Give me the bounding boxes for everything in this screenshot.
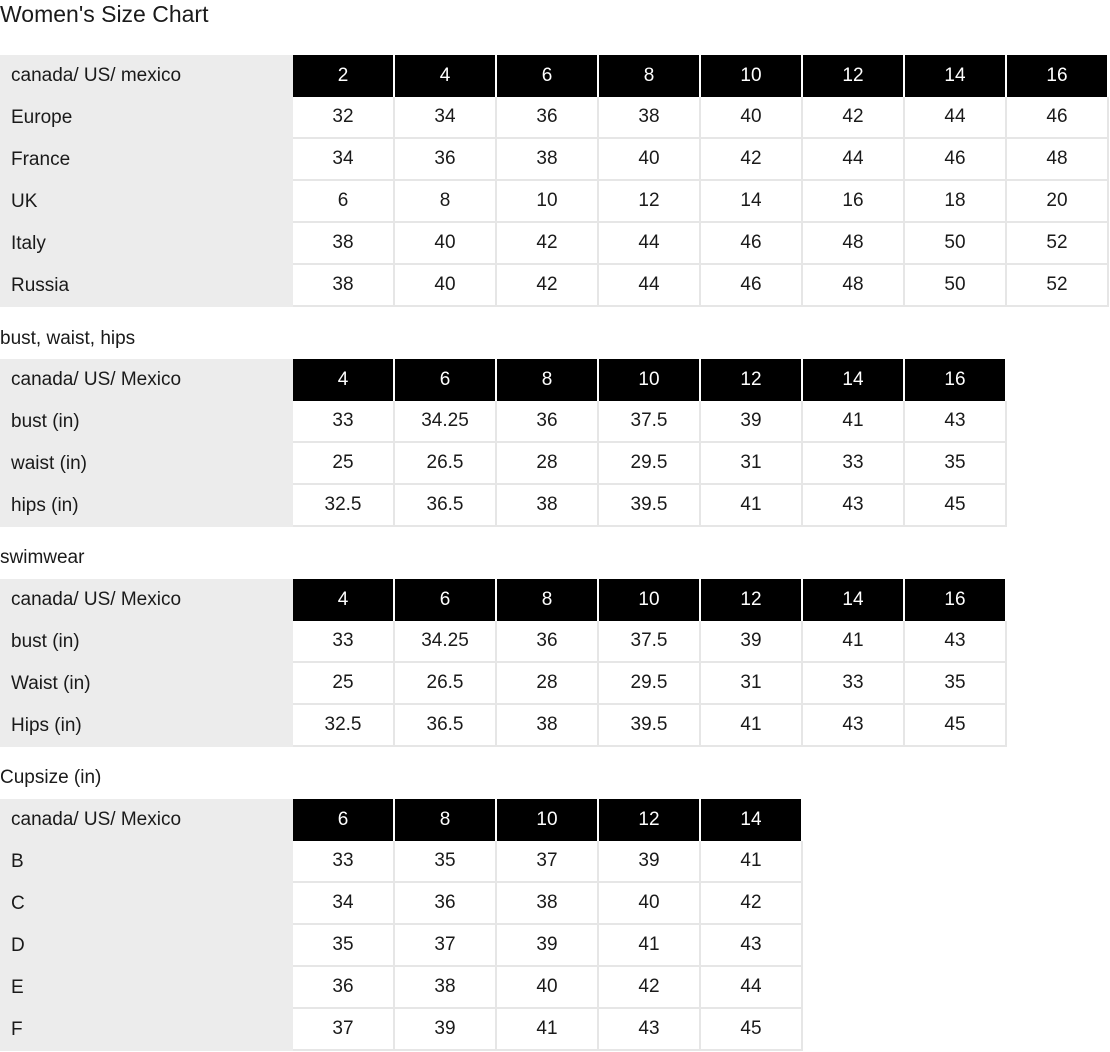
table-cell: 36 bbox=[497, 621, 599, 663]
row-label: E bbox=[0, 967, 293, 1009]
table-cell: 43 bbox=[599, 1009, 701, 1051]
size-header-cell: 14 bbox=[905, 55, 1007, 97]
row-label: waist (in) bbox=[0, 443, 293, 485]
table-cell: 40 bbox=[599, 883, 701, 925]
table-cell: 40 bbox=[395, 265, 497, 307]
size-header-cell: 16 bbox=[905, 359, 1007, 401]
table-cell: 44 bbox=[701, 967, 803, 1009]
size-header-cell: 14 bbox=[803, 579, 905, 621]
table-cell: 42 bbox=[497, 223, 599, 265]
table-cell: 35 bbox=[293, 925, 395, 967]
section-title-swimwear: swimwear bbox=[0, 547, 85, 568]
row-label: D bbox=[0, 925, 293, 967]
table-cell: 33 bbox=[293, 621, 395, 663]
table-cell: 32.5 bbox=[293, 705, 395, 747]
table-cell: 46 bbox=[701, 223, 803, 265]
size-header-cell: 14 bbox=[701, 799, 803, 841]
table-cell: 34 bbox=[293, 883, 395, 925]
size-header-cell: 4 bbox=[293, 579, 395, 621]
size-header-cell: 4 bbox=[293, 359, 395, 401]
size-header-cell: 10 bbox=[497, 799, 599, 841]
size-header-cell: 10 bbox=[599, 359, 701, 401]
table-cell: 48 bbox=[803, 223, 905, 265]
table-cell: 45 bbox=[905, 705, 1007, 747]
table-cell: 32.5 bbox=[293, 485, 395, 527]
table-cell: 6 bbox=[293, 181, 395, 223]
table-row bbox=[0, 705, 1007, 747]
table-cell: 43 bbox=[803, 485, 905, 527]
size-table-international-sizes bbox=[0, 55, 1109, 307]
section-title-bust-waist-hips: bust, waist, hips bbox=[0, 328, 136, 349]
table-cell: 18 bbox=[905, 181, 1007, 223]
table-cell: 36 bbox=[293, 967, 395, 1009]
table-cell: 31 bbox=[701, 443, 803, 485]
table-cell: 36 bbox=[497, 97, 599, 139]
table-cell: 37 bbox=[497, 841, 599, 883]
table-cell: 38 bbox=[293, 265, 395, 307]
table-cell: 38 bbox=[293, 223, 395, 265]
table-cell: 41 bbox=[701, 841, 803, 883]
table-cell: 45 bbox=[905, 485, 1007, 527]
size-header-cell: 6 bbox=[293, 799, 395, 841]
table-cell: 44 bbox=[599, 265, 701, 307]
row-label: B bbox=[0, 841, 293, 883]
table-cell: 10 bbox=[497, 181, 599, 223]
table-cell: 44 bbox=[905, 97, 1007, 139]
table-cell: 52 bbox=[1007, 223, 1109, 265]
row-label: hips (in) bbox=[0, 485, 293, 527]
table-cell: 28 bbox=[497, 443, 599, 485]
row-label: bust (in) bbox=[0, 401, 293, 443]
size-header-cell: 6 bbox=[395, 579, 497, 621]
table-cell: 34.25 bbox=[395, 401, 497, 443]
table-cell: 43 bbox=[905, 621, 1007, 663]
table-cell: 46 bbox=[1007, 97, 1109, 139]
table-cell: 41 bbox=[701, 485, 803, 527]
table-cell: 26.5 bbox=[395, 663, 497, 705]
table-cell: 25 bbox=[293, 663, 395, 705]
table-cell: 40 bbox=[599, 139, 701, 181]
table-cell: 16 bbox=[803, 181, 905, 223]
size-header-cell: 12 bbox=[599, 799, 701, 841]
table-row bbox=[0, 663, 1007, 705]
table-cell: 39 bbox=[701, 401, 803, 443]
table-cell: 41 bbox=[599, 925, 701, 967]
table-row bbox=[0, 97, 1109, 139]
table-cell: 36 bbox=[395, 139, 497, 181]
table-cell: 52 bbox=[1007, 265, 1109, 307]
table-cell: 50 bbox=[905, 223, 1007, 265]
size-header-cell: 8 bbox=[395, 799, 497, 841]
table-row bbox=[0, 967, 803, 1009]
table-row bbox=[0, 265, 1109, 307]
table-cell: 39.5 bbox=[599, 705, 701, 747]
table-cell: 40 bbox=[701, 97, 803, 139]
size-header-cell: 10 bbox=[701, 55, 803, 97]
table-cell: 42 bbox=[497, 265, 599, 307]
table-cell: 34 bbox=[293, 139, 395, 181]
section-title-cupsize: Cupsize (in) bbox=[0, 767, 102, 788]
size-header-cell: 12 bbox=[701, 359, 803, 401]
table-cell: 20 bbox=[1007, 181, 1109, 223]
page-title: Women's Size Chart bbox=[0, 1, 209, 27]
size-header-cell: 16 bbox=[905, 579, 1007, 621]
table-cell: 46 bbox=[701, 265, 803, 307]
row-label: canada/ US/ Mexico bbox=[0, 579, 293, 621]
table-cell: 41 bbox=[701, 705, 803, 747]
size-header-cell: 10 bbox=[599, 579, 701, 621]
table-cell: 41 bbox=[497, 1009, 599, 1051]
row-label: Italy bbox=[0, 223, 293, 265]
size-header-cell: 14 bbox=[803, 359, 905, 401]
table-cell: 36 bbox=[497, 401, 599, 443]
table-cell: 33 bbox=[293, 841, 395, 883]
row-label: Russia bbox=[0, 265, 293, 307]
row-label: canada/ US/ Mexico bbox=[0, 799, 293, 841]
table-cell: 37 bbox=[395, 925, 497, 967]
table-cell: 38 bbox=[497, 485, 599, 527]
size-table-bust-waist-hips bbox=[0, 359, 1007, 527]
table-cell: 46 bbox=[905, 139, 1007, 181]
table-cell: 25 bbox=[293, 443, 395, 485]
table-cell: 38 bbox=[395, 967, 497, 1009]
row-label: Europe bbox=[0, 97, 293, 139]
table-cell: 35 bbox=[905, 443, 1007, 485]
table-cell: 26.5 bbox=[395, 443, 497, 485]
table-cell: 39 bbox=[395, 1009, 497, 1051]
size-header-cell: 6 bbox=[395, 359, 497, 401]
table-header-row bbox=[0, 55, 1109, 97]
table-row bbox=[0, 1009, 803, 1051]
table-cell: 42 bbox=[599, 967, 701, 1009]
table-cell: 48 bbox=[803, 265, 905, 307]
table-cell: 39 bbox=[497, 925, 599, 967]
table-cell: 43 bbox=[701, 925, 803, 967]
table-cell: 39 bbox=[599, 841, 701, 883]
size-header-cell: 2 bbox=[293, 55, 395, 97]
table-cell: 37 bbox=[293, 1009, 395, 1051]
table-cell: 14 bbox=[701, 181, 803, 223]
table-cell: 38 bbox=[599, 97, 701, 139]
table-cell: 42 bbox=[701, 139, 803, 181]
size-header-cell: 6 bbox=[497, 55, 599, 97]
table-cell: 40 bbox=[395, 223, 497, 265]
table-row bbox=[0, 925, 803, 967]
table-cell: 12 bbox=[599, 181, 701, 223]
table-cell: 39.5 bbox=[599, 485, 701, 527]
table-row bbox=[0, 223, 1109, 265]
row-label: C bbox=[0, 883, 293, 925]
table-row bbox=[0, 621, 1007, 663]
size-header-cell: 12 bbox=[701, 579, 803, 621]
table-row bbox=[0, 883, 803, 925]
table-cell: 36.5 bbox=[395, 485, 497, 527]
table-cell: 36.5 bbox=[395, 705, 497, 747]
size-header-cell: 8 bbox=[599, 55, 701, 97]
table-cell: 29.5 bbox=[599, 443, 701, 485]
size-header-cell: 8 bbox=[497, 579, 599, 621]
size-header-cell: 12 bbox=[803, 55, 905, 97]
table-header-row bbox=[0, 359, 1007, 401]
table-cell: 44 bbox=[599, 223, 701, 265]
table-header-row bbox=[0, 799, 803, 841]
row-label: bust (in) bbox=[0, 621, 293, 663]
table-cell: 33 bbox=[803, 443, 905, 485]
size-table-cupsize bbox=[0, 799, 803, 1051]
row-label: F bbox=[0, 1009, 293, 1051]
table-cell: 37.5 bbox=[599, 621, 701, 663]
table-cell: 38 bbox=[497, 883, 599, 925]
table-header-row bbox=[0, 579, 1007, 621]
size-header-cell: 4 bbox=[395, 55, 497, 97]
table-cell: 34.25 bbox=[395, 621, 497, 663]
table-cell: 29.5 bbox=[599, 663, 701, 705]
table-cell: 41 bbox=[803, 621, 905, 663]
row-label: France bbox=[0, 139, 293, 181]
row-label: Hips (in) bbox=[0, 705, 293, 747]
table-row bbox=[0, 485, 1007, 527]
table-cell: 43 bbox=[905, 401, 1007, 443]
size-header-cell: 8 bbox=[497, 359, 599, 401]
table-cell: 40 bbox=[497, 967, 599, 1009]
table-cell: 42 bbox=[701, 883, 803, 925]
table-cell: 35 bbox=[395, 841, 497, 883]
table-cell: 28 bbox=[497, 663, 599, 705]
table-cell: 38 bbox=[497, 139, 599, 181]
table-cell: 35 bbox=[905, 663, 1007, 705]
table-row bbox=[0, 401, 1007, 443]
table-cell: 37.5 bbox=[599, 401, 701, 443]
table-cell: 33 bbox=[803, 663, 905, 705]
table-cell: 31 bbox=[701, 663, 803, 705]
table-cell: 33 bbox=[293, 401, 395, 443]
size-table-swimwear bbox=[0, 579, 1007, 747]
table-cell: 44 bbox=[803, 139, 905, 181]
row-label: canada/ US/ mexico bbox=[0, 55, 293, 97]
table-row bbox=[0, 181, 1109, 223]
table-cell: 8 bbox=[395, 181, 497, 223]
table-cell: 38 bbox=[497, 705, 599, 747]
size-header-cell: 16 bbox=[1007, 55, 1109, 97]
table-cell: 32 bbox=[293, 97, 395, 139]
row-label: Waist (in) bbox=[0, 663, 293, 705]
table-cell: 36 bbox=[395, 883, 497, 925]
table-cell: 45 bbox=[701, 1009, 803, 1051]
table-cell: 41 bbox=[803, 401, 905, 443]
table-row bbox=[0, 139, 1109, 181]
table-cell: 43 bbox=[803, 705, 905, 747]
table-cell: 39 bbox=[701, 621, 803, 663]
table-row bbox=[0, 841, 803, 883]
table-row bbox=[0, 443, 1007, 485]
table-cell: 34 bbox=[395, 97, 497, 139]
row-label: canada/ US/ Mexico bbox=[0, 359, 293, 401]
table-cell: 42 bbox=[803, 97, 905, 139]
table-cell: 50 bbox=[905, 265, 1007, 307]
row-label: UK bbox=[0, 181, 293, 223]
table-cell: 48 bbox=[1007, 139, 1109, 181]
